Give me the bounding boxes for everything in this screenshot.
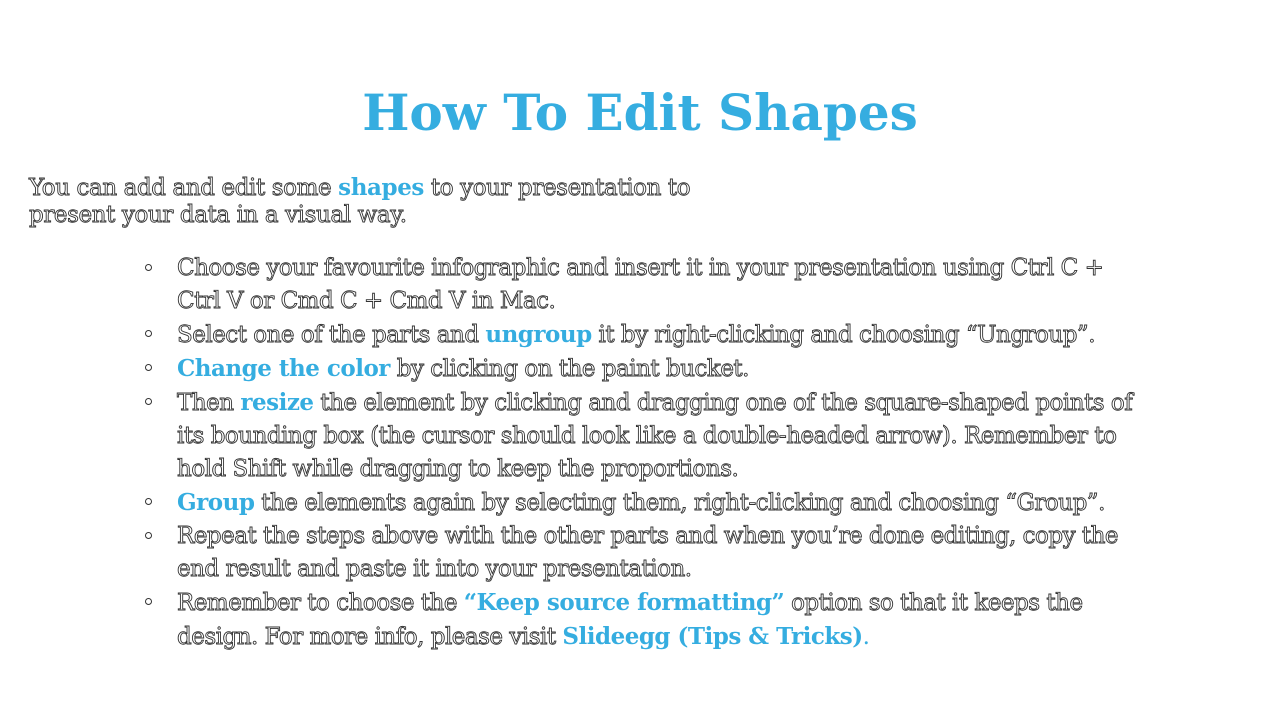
list-item [145, 318, 1145, 352]
step-highlight: Change the color [177, 355, 390, 382]
bullet-icon [145, 598, 152, 605]
bullet-icon [145, 330, 152, 337]
bullet-icon [145, 532, 152, 539]
bullet-icon [145, 498, 152, 505]
list-item [145, 252, 1145, 318]
list-item [145, 386, 1145, 486]
step-text-end: . [862, 624, 870, 650]
intro-highlight: shapes [338, 174, 424, 201]
list-item [145, 486, 1145, 520]
step-text-end: the element by clicking and dragging one of the square-shaped points of its bounding box (the cursor should look like a double-headed arrow). Remember to hold Shift while dragging to keep the proportions. [177, 390, 1133, 482]
slide-title: How To Edit Shapes [362, 83, 918, 142]
step-highlight: ungroup [485, 321, 592, 348]
step-text: Remember to choose the [177, 590, 464, 616]
step-highlight: resize [240, 389, 314, 416]
step-text: Choose your favourite infographic and insert it in your presentation using Ctrl C + Ctrl V or Cmd C + Cmd V in Mac. [177, 255, 1104, 314]
step-text-end: it by right-clicking and choosing “Ungroup”. [591, 322, 1096, 348]
bullet-icon [145, 398, 152, 405]
slideegg-link[interactable]: Slideegg (Tips & Tricks) [562, 623, 863, 650]
step-highlight: Group [177, 489, 255, 516]
bullet-icon [145, 264, 152, 271]
intro-text: You can add and edit some [29, 175, 339, 201]
list-item [145, 352, 1145, 386]
list-item [145, 520, 1145, 586]
intro-paragraph [29, 174, 729, 229]
step-text-end: the elements again by selecting them, right-clicking and choosing “Group”. [254, 490, 1105, 516]
step-text: Then [177, 390, 241, 416]
step-text-mid: option so that it keeps the design. For more info, please visit [177, 590, 1083, 650]
step-text: Select one of the parts and [177, 322, 486, 348]
step-highlight: “Keep source formatting” [463, 589, 785, 616]
intro-text-end: to your presentation to present your data in a visual way. [29, 175, 691, 228]
step-text-end: by clicking on the paint bucket. [389, 356, 749, 382]
step-text: Repeat the steps above with the other parts and when you’re done editing, copy the end result and paste it into your presentation. [177, 523, 1119, 582]
bullet-icon [145, 364, 152, 371]
list-item [145, 586, 1145, 654]
steps-list [145, 252, 1145, 654]
